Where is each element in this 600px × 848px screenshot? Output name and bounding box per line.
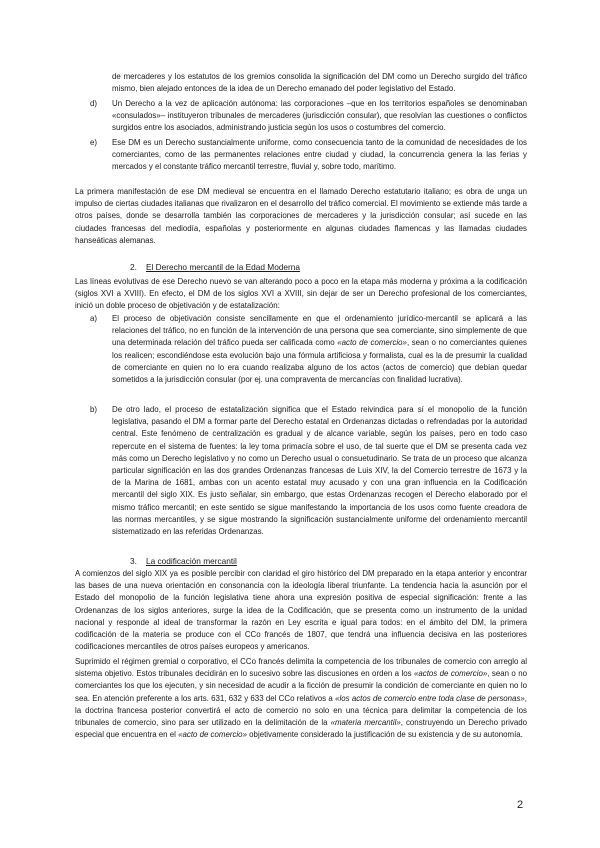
- list-marker: a): [90, 314, 98, 323]
- section-number: 2.: [130, 262, 137, 272]
- list-item-d: [75, 98, 527, 135]
- section-heading-2: [130, 261, 300, 273]
- text-run: , la doctrina francesa posterior convertirá el acto de comercio no solo en una técnica para delimitar la competencia de los tribunales de comercio, sino para ser utilizado en la delimitación de la: [75, 693, 527, 728]
- list-marker: d): [90, 99, 98, 108]
- list-marker: b): [90, 405, 98, 414]
- paragraph-codification: A comienzos del siglo XIX ya es posible percibir con claridad el giro histórico del DM preparado en la etapa anterior y encontrar las bases de una nueva orientación en consonancia con la ideología liberal triunfante. La tendencia hacia la asunción por el Estado del monopolio de la función legislativa tiene ahora una expresión positiva de especial significación: frente a las Ordenanzas de los siglos anteriores, surge la idea de la Codificación, que se presenta como un instrumento de la unidad nacional y responde al ideal de transformar la razón en Ley escrita e igual para todos: en el ámbito del DM, la primera codificación de la materia se produce con el CCo francés de 1807, que tendrá una influencia decisiva en las posteriores codificaciones mercantiles de otros países europeos y americanos.: [75, 569, 527, 652]
- emphasis-run: «los actos de comercio entre toda clase de personas»: [335, 693, 525, 703]
- list-marker: e): [90, 138, 98, 147]
- section-heading-3: [130, 555, 237, 567]
- list-item-text: Un Derecho a la vez de aplicación autónoma: las corporaciones –que en los territorios españoles se denominaban «consulados»– instituyeron tribunales de mercaderes (jurisdicción consular), que resolvían las cuestiones o conflictos surgidos entre los asociados, administrando justicia según los usos o costumbres del comercio.: [112, 99, 527, 133]
- list-item-text: Ese DM es un Derecho sustancialmente uniforme, como consecuencia tanto de la comunidad de necesidades de los comerciantes, como de las permanentes relaciones entre ciudad y ciudad, la concurrencia genera la las ferias y mercados y el constante tráfico mercantil terrestre, fluvial y, sobre todo, marítimo.: [112, 138, 527, 172]
- list-item-emphasis: «acto de comercio»: [337, 338, 407, 348]
- list-item-text-post: , sean o no comerciantes quienes los realicen; escondiéndose esta evolución bajo una fórmula artificiosa y formalista, cual es la de presumir la cualidad de comerciante en quien no lo era cuando realizaba alguno de los actos (actos de comercio) que debían quedar sometidos a la jurisdicción consular (por ej. una compraventa de mercancías con finalidad lucrativa).: [112, 338, 527, 385]
- text-run: , construyendo un Derecho privado especial que encuentra en el: [75, 718, 527, 740]
- section-number: 3.: [130, 556, 137, 566]
- list-item-b: [75, 404, 527, 538]
- section-title: El Derecho mercantil de la Edad Moderna: [146, 262, 301, 272]
- paragraph-french-code: [75, 656, 527, 741]
- section-title: La codificación mercantil: [146, 556, 237, 566]
- list-item-text: De otro lado, el proceso de estatalización significa que el Estado reivindica para sí el monopolio de la función legislativa, pasando el DM a formar parte del Derecho estatal en Ordenanzas dictadas o refrendadas por la autoridad central. Este fenómeno de centralización es gradual y de alcance variable, según los países, pero en todo caso repercute en el sistema de fuentes: la ley toma primacía sobre el uso, de tal suerte que el DM se presenta cada vez más como un Derecho legislativo y no como un Derecho usual o consuetudinario. Se trata de un proceso que alcanza particular significación en las dos grandes Ordenanzas francesas de Luis XIV, la del Comercio terrestre de 1673 y la de la Marina de 1681, ambas con un acento estatal muy acusado y con una gran influencia en la Codificación mercantil del siglo XIX. Es justo señalar, sin embargo, que estas Ordenanzas recogen el Derecho elaborado por el mismo tráfico mercantil; en este sentido se sigue manifestando la importancia de los usos como fuente creadora de las normas mercantiles, y se sigue mostrando la significación sustancialmente uniforme del ordenamiento mercantil sistematizado en las referidas Ordenanzas.: [112, 405, 527, 537]
- paragraph-modern-age-intro: Las líneas evolutivas de ese Derecho nuevo se van alterando poco a poco en la etapa más moderna y próxima a la codificación (siglos XVI a XVIII). En efecto, el DM de los siglos XVI a XVIII, sin dejar de ser un Derecho profesional de los comerciantes, inició un doble proceso de objetivación y de estatalización:: [75, 277, 527, 311]
- list-item-a: [75, 313, 527, 386]
- list-item-continuation: [75, 71, 527, 95]
- list-item-text: de mercaderes y los estatutos de los gremios consolida la significación del DM como un Derecho surgido del tráfico mismo, bien alejado entonces de la idea de un Derecho emanado del poder legislativo del Estado.: [112, 72, 527, 94]
- text-run: , sean o no comerciantes los que los ejecuten, y sin necesidad de acudir a la ficción de presumir la condición de comerciante en quien no lo sea. En atención preferente a los arts. 631, 632 y 633 del CCo relativos a: [75, 669, 527, 703]
- emphasis-run: «acto de comercio»: [178, 730, 247, 740]
- list-item-text: El proceso de objetivación consiste sencillamente en que el ordenamiento jurídico-mercantil se aplicará a las relaciones del tráfico, no en función de la intervención de una persona que sea comerciante, sino simplemente de que una determinada relación del tráfico pueda ser calificada como: [112, 314, 527, 348]
- paragraph-statutory-law: La primera manifestación de ese DM medieval se encuentra en el llamado Derecho estatutario italiano; es obra de unga un impulso de ciertas ciudades italianas que rivalizaron en el desarrollo del tráfico comercial. El movimiento se extiende más tarde a otros países, donde se desarrolla también las corporaciones de mercaderes y la jurisdicción consular; así sucede en las ciudades francesas del mediodía, españolas y posteriormente en algunas ciudades flamencas y las llamadas ciudades hanseáticas alemanas.: [75, 187, 527, 245]
- list-item-e: [75, 137, 527, 174]
- text-run: objetivamente considerado la justificación de su existencia y de su autonomía.: [246, 730, 523, 740]
- page-number: 2: [517, 799, 524, 811]
- emphasis-run: «actos de comercio»: [413, 669, 488, 679]
- text-run: Suprimido el régimen gremial o corporativo, el CCo francés delimita la competencia de los tribunales de comercio con arreglo al sistema objetivo. Estos tribunales decidirán en lo sucesivo sobre las discusiones en orden a los: [75, 657, 527, 679]
- emphasis-run: «materia mercantil»: [330, 718, 401, 728]
